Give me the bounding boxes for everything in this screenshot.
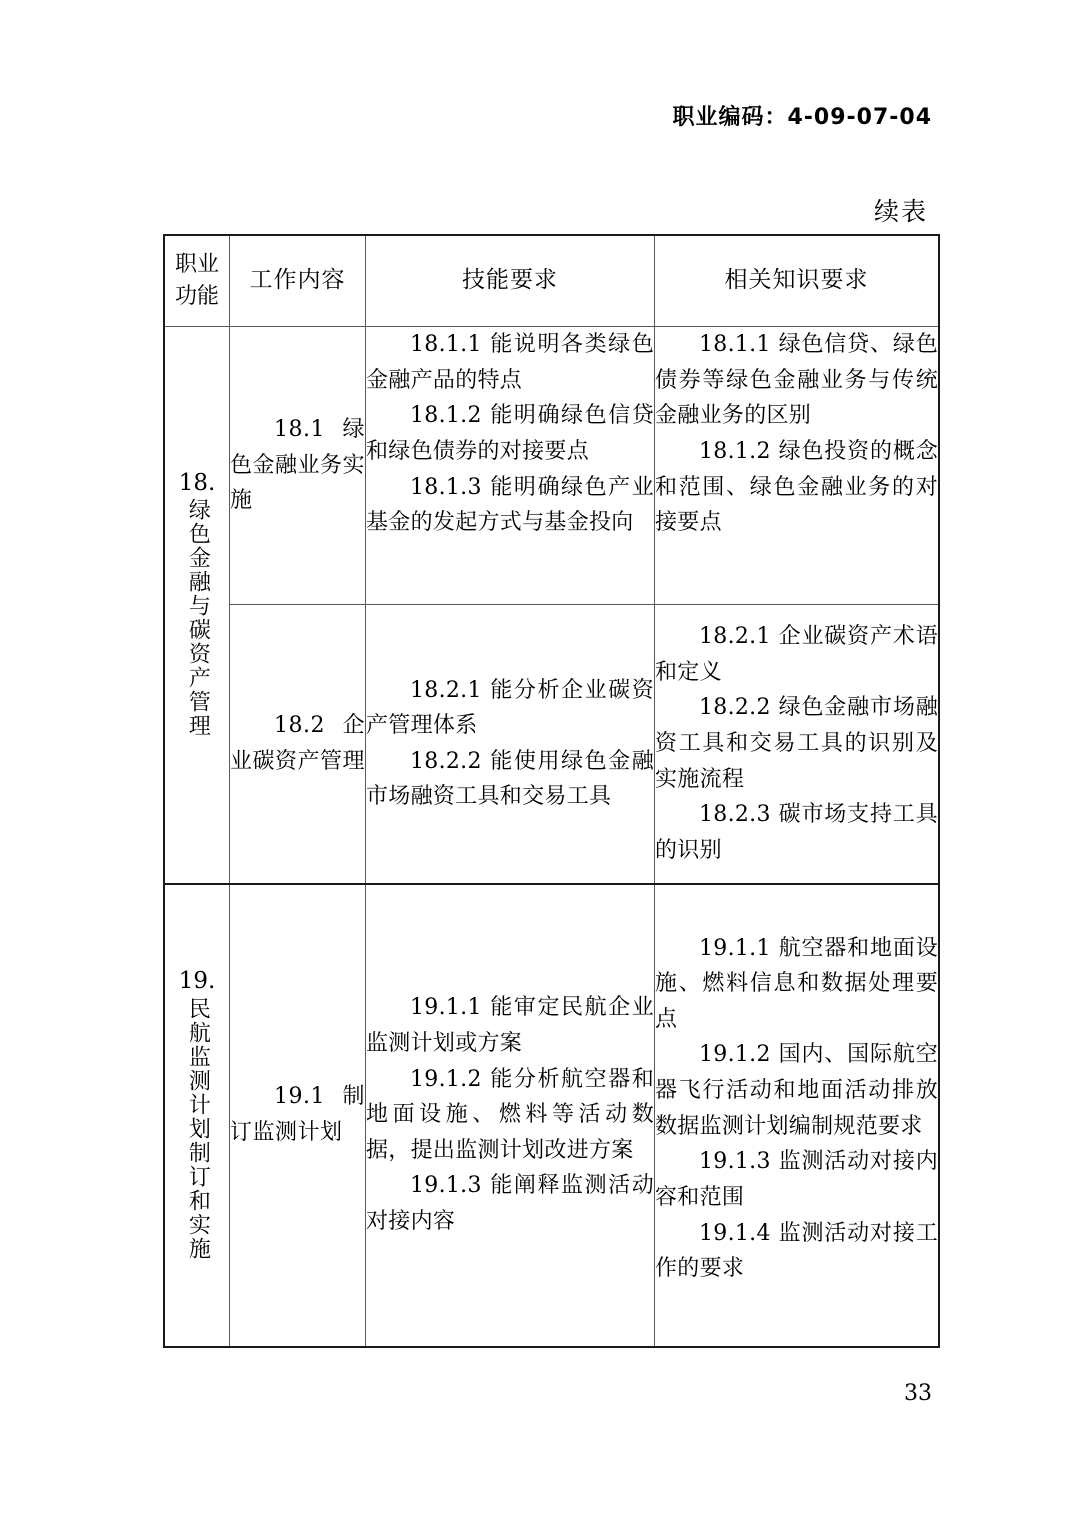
function-number-19: 19. — [178, 968, 216, 995]
table-header-row — [164, 235, 939, 327]
continued-table-label: 续表 — [873, 197, 928, 226]
knowledge-item: 18.2.2 绿色金融市场融资工具和交易工具的识别及实施流程 — [655, 695, 938, 792]
knowledge-item: 19.1.4 监测活动对接工作的要求 — [655, 1220, 938, 1282]
skill-item: 19.1.1 能审定民航企业监测计划或方案 — [366, 995, 654, 1056]
work-content-text-19-1: 19.1 制订监测计划 — [230, 1084, 365, 1145]
knowledge-cell-18-2 — [655, 605, 940, 884]
function-cell-18 — [164, 327, 230, 884]
knowledge-item: 18.2.3 碳市场支持工具的识别 — [655, 802, 938, 863]
knowledge-item: 19.1.3 监测活动对接内容和范围 — [655, 1149, 938, 1210]
column-header-function-line2: 功能 — [174, 284, 219, 309]
skill-cell-18-2 — [366, 605, 655, 884]
skill-item: 18.2.1 能分析企业碳资产管理体系 — [366, 677, 654, 739]
knowledge-item: 18.2.1 企业碳资产术语和定义 — [655, 624, 938, 685]
skill-item: 19.1.3 能阐释监测活动对接内容 — [366, 1173, 654, 1235]
work-content-text-18-1: 18.1 绿色金融业务实施 — [230, 417, 366, 514]
column-header-knowledge-requirements: 相关知识要求 — [655, 235, 940, 327]
knowledge-item: 18.1.1 绿色信贷、绿色债券等绿色金融业务与传统金融业务的区别 — [655, 332, 938, 429]
knowledge-cell-18-1 — [655, 327, 940, 605]
knowledge-cell-19-1 — [655, 884, 940, 1347]
work-content-cell-18-2 — [230, 605, 366, 884]
skill-item: 18.2.2 能使用绿色金融市场融资工具和交易工具 — [366, 748, 654, 810]
occupation-code: 职业编码：4-09-07-04 — [672, 105, 932, 130]
skill-requirements-table — [163, 234, 940, 1348]
skill-cell-19-1 — [366, 884, 655, 1347]
skill-item: 18.1.2 能明确绿色信贷和绿色债券的对接要点 — [366, 403, 654, 464]
function-number-18: 18. — [178, 470, 216, 497]
knowledge-item: 19.1.2 国内、国际航空器飞行活动和地面活动排放数据监测计划编制规范要求 — [655, 1042, 938, 1139]
skill-cell-18-1 — [366, 327, 655, 605]
table-row — [164, 605, 939, 884]
work-content-cell-18-1 — [230, 327, 366, 605]
work-content-text-18-2: 18.2 企业碳资产管理 — [230, 713, 366, 774]
column-header-skill-requirements: 技能要求 — [366, 235, 655, 327]
column-header-function-line1: 职业 — [174, 252, 219, 278]
column-header-work-content: 工作内容 — [230, 235, 366, 327]
column-header-function — [164, 235, 230, 327]
function-name-18: 绿色金融与碳资产管理 — [185, 498, 211, 739]
work-content-cell-19-1 — [230, 884, 366, 1347]
function-cell-19 — [164, 884, 230, 1347]
knowledge-item: 18.1.2 绿色投资的概念和范围、绿色金融业务的对接要点 — [655, 438, 938, 536]
skill-item: 18.1.3 能明确绿色产业基金的发起方式与基金投向 — [366, 474, 654, 536]
knowledge-item: 19.1.1 航空器和地面设施、燃料信息和数据处理要点 — [655, 935, 938, 1032]
function-name-19: 民航监测计划制订和实施 — [185, 996, 211, 1261]
table-row — [164, 884, 939, 1347]
skill-item: 19.1.2 能分析航空器和地面设施、燃料等活动数据，提出监测计划改进方案 — [366, 1066, 654, 1163]
page-number: 33 — [904, 1381, 932, 1406]
skill-item: 18.1.1 能说明各类绿色金融产品的特点 — [366, 332, 654, 393]
table-row — [164, 327, 939, 605]
